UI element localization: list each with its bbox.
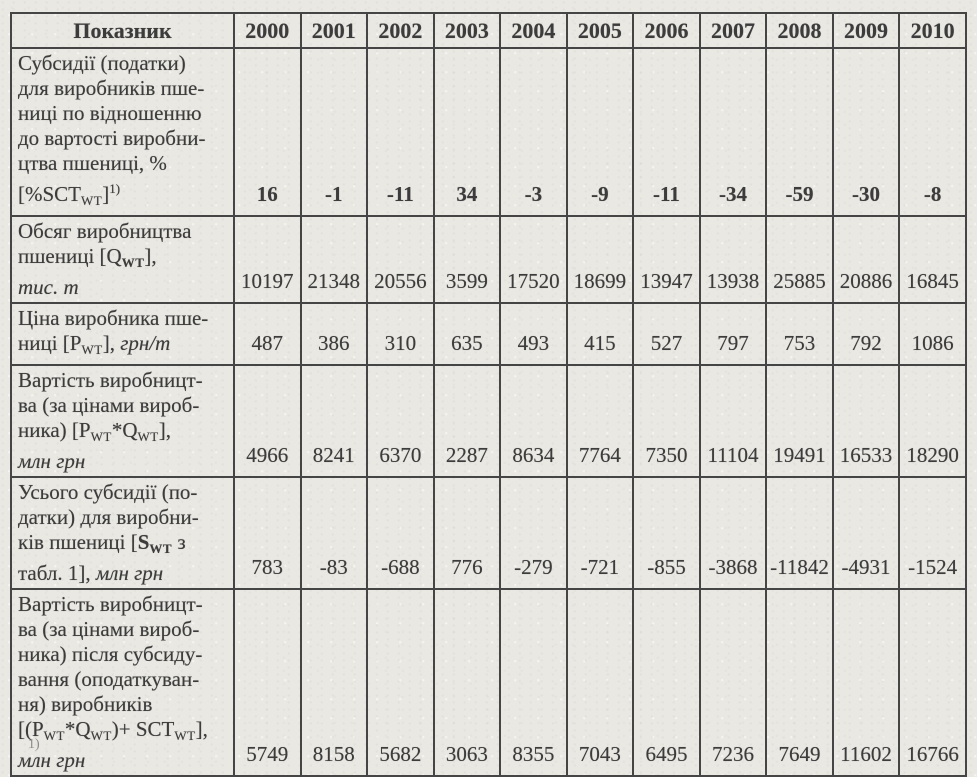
indicator-text: Усього субсидії (по-: [18, 480, 198, 504]
value-cell: 2287: [434, 365, 501, 477]
value-cell: 8158: [301, 589, 368, 776]
table-row: [11, 477, 966, 589]
year-header: 2000: [234, 13, 301, 48]
value-cell: -11842: [766, 477, 833, 589]
value-cell: 753: [766, 303, 833, 365]
indicator-text: [(P: [18, 717, 44, 741]
value-cell: -279: [500, 477, 567, 589]
value-cell: 21348: [301, 216, 368, 303]
indicator-text: *Q: [64, 717, 91, 741]
value-cell: 487: [234, 303, 301, 365]
value-cell: 7764: [567, 365, 634, 477]
indicator-text: ]: [102, 182, 110, 206]
indicator-text: WT: [90, 429, 112, 444]
year-header: 2008: [766, 13, 833, 48]
indicator-text: ва (за цінами вироб-: [18, 617, 200, 641]
indicator-text: млн грн: [95, 561, 164, 585]
value-cell: 18699: [567, 216, 634, 303]
indicator-cell: [11, 216, 234, 303]
indicator-header: Показник: [11, 13, 234, 48]
value-cell: -59: [766, 48, 833, 216]
value-cell: 11602: [833, 589, 900, 776]
value-cell: -9: [567, 48, 634, 216]
indicator-text: ],: [102, 331, 121, 355]
indicator-text: Субсидії (податки): [18, 51, 186, 75]
value-cell: -83: [301, 477, 368, 589]
indicator-text: ниці по відношенню: [18, 101, 202, 125]
indicator-text: WT: [121, 255, 145, 270]
indicator-text: 1): [109, 181, 121, 196]
value-cell: 386: [301, 303, 368, 365]
value-cell: 776: [434, 477, 501, 589]
indicator-cell: [11, 589, 234, 776]
indicator-text: *Q: [111, 418, 138, 442]
indicator-text: млн грн: [18, 748, 86, 772]
value-cell: 6495: [633, 589, 700, 776]
value-cell: 7350: [633, 365, 700, 477]
value-cell: 20556: [367, 216, 434, 303]
indicators-table: [10, 12, 967, 777]
year-header: 2010: [899, 13, 966, 48]
value-cell: -11: [633, 48, 700, 216]
indicator-text: Ціна виробника пше-: [18, 306, 209, 330]
value-cell: 5749: [234, 589, 301, 776]
value-cell: 635: [434, 303, 501, 365]
table-row: [11, 48, 966, 216]
value-cell: 527: [633, 303, 700, 365]
value-cell: -3: [500, 48, 567, 216]
indicator-text: тис. т: [18, 275, 79, 299]
value-cell: 792: [833, 303, 900, 365]
value-cell: 3063: [434, 589, 501, 776]
value-cell: 5682: [367, 589, 434, 776]
value-cell: -688: [367, 477, 434, 589]
value-cell: 4966: [234, 365, 301, 477]
value-cell: 415: [567, 303, 634, 365]
value-cell: -4931: [833, 477, 900, 589]
indicator-text: вання (оподаткуван-: [18, 667, 200, 691]
indicator-text: WT: [174, 728, 196, 743]
indicator-text: Вартість виробницт-: [18, 592, 203, 616]
indicator-text: пшениці [Q: [18, 244, 122, 268]
indicator-text: млн грн: [18, 449, 86, 473]
value-cell: 16: [234, 48, 301, 216]
value-cell: -11: [367, 48, 434, 216]
value-cell: 8634: [500, 365, 567, 477]
indicator-text: WT: [81, 193, 103, 208]
year-header: 2003: [434, 13, 501, 48]
indicator-text: табл. 1],: [18, 561, 96, 585]
indicator-text: WT: [137, 429, 159, 444]
value-cell: -1: [301, 48, 368, 216]
value-cell: 11104: [700, 365, 767, 477]
indicator-text: ня) виробників: [18, 692, 153, 716]
indicator-text: ],: [158, 418, 171, 442]
indicator-cell: [11, 48, 234, 216]
value-cell: -1524: [899, 477, 966, 589]
value-cell: 20886: [833, 216, 900, 303]
value-cell: 797: [700, 303, 767, 365]
indicator-text: WT: [90, 728, 112, 743]
indicator-text: Вартість виробницт-: [18, 368, 203, 392]
indicator-cell: [11, 303, 234, 365]
indicator-text: до вартості виробни-: [18, 126, 206, 150]
indicator-text: грн/т: [120, 331, 171, 355]
indicator-text: S: [137, 530, 150, 554]
indicator-text: ва (за цінами вироб-: [18, 393, 200, 417]
indicator-text: )+ SCT: [111, 717, 175, 741]
value-cell: 783: [234, 477, 301, 589]
value-cell: -8: [899, 48, 966, 216]
footnote-marker: 1): [28, 737, 40, 752]
indicator-text: ниці [P: [18, 331, 82, 355]
indicator-text: WT: [81, 342, 103, 357]
indicator-text: [%SCT: [18, 182, 81, 206]
indicator-text: цтва пшениці, %: [18, 151, 167, 175]
year-header: 2001: [301, 13, 368, 48]
value-cell: 25885: [766, 216, 833, 303]
value-cell: 8355: [500, 589, 567, 776]
value-cell: 3599: [434, 216, 501, 303]
value-cell: 18290: [899, 365, 966, 477]
indicator-text: Обсяг виробництва: [18, 219, 192, 243]
table-row: [11, 365, 966, 477]
year-header: 2009: [833, 13, 900, 48]
value-cell: -855: [633, 477, 700, 589]
value-cell: 13947: [633, 216, 700, 303]
header-row: [11, 13, 966, 48]
indicator-text: WT: [149, 541, 173, 556]
indicator-text: ],: [144, 244, 157, 268]
value-cell: 10197: [234, 216, 301, 303]
indicator-text: для виробників пше-: [18, 76, 205, 100]
value-cell: -721: [567, 477, 634, 589]
year-header: 2005: [567, 13, 634, 48]
value-cell: 493: [500, 303, 567, 365]
value-cell: -3868: [700, 477, 767, 589]
value-cell: 13938: [700, 216, 767, 303]
value-cell: 16845: [899, 216, 966, 303]
year-header: 2002: [367, 13, 434, 48]
value-cell: 7649: [766, 589, 833, 776]
indicator-text: датки) для виробни-: [18, 505, 199, 529]
value-cell: 19491: [766, 365, 833, 477]
table-row: [11, 216, 966, 303]
year-header: 2004: [500, 13, 567, 48]
year-header: 2007: [700, 13, 767, 48]
table-row: [11, 589, 966, 776]
value-cell: -30: [833, 48, 900, 216]
indicator-cell: [11, 365, 234, 477]
value-cell: 7236: [700, 589, 767, 776]
value-cell: 16766: [899, 589, 966, 776]
indicator-text: WT: [43, 728, 65, 743]
indicator-text: ків пшениці [: [18, 530, 138, 554]
value-cell: 6370: [367, 365, 434, 477]
value-cell: 310: [367, 303, 434, 365]
indicator-text: ника) [P: [18, 418, 91, 442]
indicator-text: ника) після субсиду-: [18, 642, 203, 666]
value-cell: 8241: [301, 365, 368, 477]
year-header: 2006: [633, 13, 700, 48]
value-cell: -34: [700, 48, 767, 216]
value-cell: 16533: [833, 365, 900, 477]
value-cell: 1086: [899, 303, 966, 365]
indicator-text: ],: [195, 717, 208, 741]
table-row: [11, 303, 966, 365]
value-cell: 34: [434, 48, 501, 216]
value-cell: 7043: [567, 589, 634, 776]
indicator-cell: [11, 477, 234, 589]
value-cell: 17520: [500, 216, 567, 303]
indicator-text: з: [172, 530, 186, 554]
